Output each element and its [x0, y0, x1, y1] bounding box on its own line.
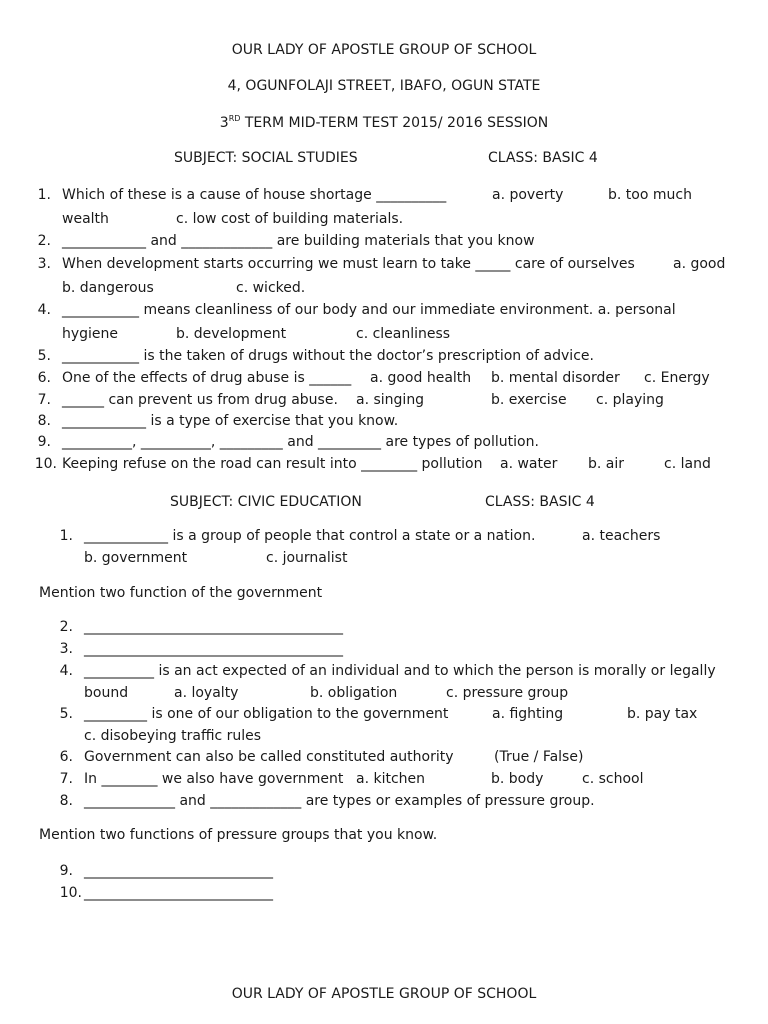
ss-q10-option-b: b. air	[588, 456, 625, 472]
ss-q10-option-a: a. water	[500, 456, 558, 472]
ce-q6-text: Government can also be called constituted authority	[84, 749, 454, 765]
ss-q6-option-b: b. mental disorder	[491, 370, 620, 386]
ss-q4-option-c: c. cleanliness	[356, 326, 451, 342]
instruction-pressure-group-functions: Mention two functions of pressure groups that you know.	[39, 827, 438, 843]
ss-q1-option-a: a. poverty	[492, 187, 564, 203]
ce-q4-text: __________ is an act expected of an individual and to which the person is morally or legally	[84, 663, 716, 679]
ss-q7-option-a: a. singing	[356, 392, 425, 408]
ss-q8-text: ____________ is a type of exercise that you know.	[62, 413, 399, 429]
ce-q4-number: 4.	[59, 663, 73, 679]
ce-q4-option-a: a. loyalty	[174, 685, 239, 701]
ss-q4-continuation: hygiene	[62, 326, 119, 342]
ce-q5-number: 5.	[59, 706, 73, 722]
ce-q5-text: _________ is one of our obligation to the government	[84, 706, 449, 722]
civic-class: CLASS: BASIC 4	[485, 494, 595, 510]
ce-q7-option-b: b. body	[491, 771, 544, 787]
ss-q5-number: 5.	[37, 348, 51, 364]
ss-q6-option-a: a. good health	[370, 370, 472, 386]
ce-q1-option-c: c. journalist	[266, 550, 348, 566]
ce-q3-number: 3.	[59, 641, 73, 657]
ss-q4-option-b: b. development	[176, 326, 287, 342]
ss-q3-option-b: b. dangerous	[62, 280, 154, 296]
school-name: OUR LADY OF APOSTLE GROUP OF SCHOOL	[231, 42, 537, 58]
instruction-government-functions: Mention two function of the government	[39, 585, 323, 601]
ss-q4-text: ___________ means cleanliness of our body and our immediate environment. a. personal	[62, 302, 676, 318]
ce-q1-text: ____________ is a group of people that control a state or a nation.	[84, 528, 536, 544]
ce-q7-option-c: c. school	[582, 771, 644, 787]
ce-q8-number: 8.	[59, 793, 73, 809]
ss-q1-option-b: b. too much	[608, 187, 692, 203]
ss-q6-option-c: c. Energy	[644, 370, 710, 386]
ce-q1-number: 1.	[59, 528, 73, 544]
ss-q2-number: 2.	[37, 233, 51, 249]
ce-q7-text: In ________ we also have government	[84, 771, 344, 787]
social-studies-class: CLASS: BASIC 4	[488, 150, 598, 166]
ss-q5-text: ___________ is the taken of drugs without the doctor’s prescription of advice.	[62, 348, 594, 364]
ss-q2-text: ____________ and _____________ are building materials that you know	[62, 233, 535, 249]
ce-q10-number: 10.	[59, 885, 82, 901]
ss-q10-text: Keeping refuse on the road can result into ________ pollution	[62, 456, 483, 472]
ce-q4-continuation: bound	[84, 685, 129, 701]
ce-q2-answer-line: _____________________________________	[84, 619, 343, 635]
ss-q10-option-c: c. land	[664, 456, 711, 472]
ss-q4-number: 4.	[37, 302, 51, 318]
ss-q7-option-b: b. exercise	[491, 392, 567, 408]
ss-q3-text: When development starts occurring we must learn to take _____ care of ourselves	[62, 256, 635, 272]
ce-q8-text: _____________ and _____________ are types or examples of pressure group.	[84, 793, 595, 809]
ce-q2-number: 2.	[59, 619, 73, 635]
ce-q3-answer-line: _____________________________________	[84, 641, 343, 657]
ce-q5-option-c: c. disobeying traffic rules	[84, 728, 262, 744]
ss-q8-number: 8.	[37, 413, 51, 429]
ss-q1-number: 1.	[37, 187, 51, 203]
ss-q7-text: ______ can prevent us from drug abuse.	[62, 392, 338, 408]
ss-q3-number: 3.	[37, 256, 51, 272]
ss-q7-option-c: c. playing	[596, 392, 664, 408]
ss-q1-option-c: c. low cost of building materials.	[176, 211, 404, 227]
ss-q3-option-c: c. wicked.	[236, 280, 306, 296]
ce-q5-option-a: a. fighting	[492, 706, 564, 722]
ss-q1-text: Which of these is a cause of house shortage __________	[62, 187, 447, 203]
ce-q6-number: 6.	[59, 749, 73, 765]
term-suffix: RD	[228, 114, 241, 123]
ss-q1-continuation: wealth	[62, 211, 109, 227]
ss-q6-number: 6.	[37, 370, 51, 386]
ce-q9-number: 9.	[59, 863, 73, 879]
ss-q3-option-a: a. good	[673, 256, 726, 272]
ce-q4-option-b: b. obligation	[310, 685, 398, 701]
term-number: 3	[219, 115, 229, 131]
ce-q5-option-b: b. pay tax	[627, 706, 698, 722]
ss-q10-number: 10.	[34, 456, 57, 472]
ss-q9-text: __________, __________, _________ and _________ are types of pollution.	[62, 434, 539, 450]
social-studies-subject: SUBJECT: SOCIAL STUDIES	[174, 150, 358, 166]
ce-q7-option-a: a. kitchen	[356, 771, 426, 787]
ss-q6-text: One of the effects of drug abuse is ______	[62, 370, 352, 386]
ce-q6-true-false: (True / False)	[494, 749, 584, 765]
school-address: 4, OGUNFOLAJI STREET, IBAFO, OGUN STATE	[227, 78, 541, 94]
ss-q7-number: 7.	[37, 392, 51, 408]
ss-q9-number: 9.	[37, 434, 51, 450]
ce-q1-option-a: a. teachers	[582, 528, 661, 544]
ce-q7-number: 7.	[59, 771, 73, 787]
ce-q1-option-b: b. government	[84, 550, 188, 566]
ce-q4-option-c: c. pressure group	[446, 685, 569, 701]
term-title	[0, 114, 768, 131]
civic-subject: SUBJECT: CIVIC EDUCATION	[170, 494, 362, 510]
ce-q9-answer-line: ___________________________	[84, 863, 273, 879]
footer-school-name: OUR LADY OF APOSTLE GROUP OF SCHOOL	[231, 986, 537, 1002]
ce-q10-answer-line: ___________________________	[84, 885, 273, 901]
term-rest: TERM MID-TERM TEST 2015/ 2016 SESSION	[240, 115, 549, 131]
